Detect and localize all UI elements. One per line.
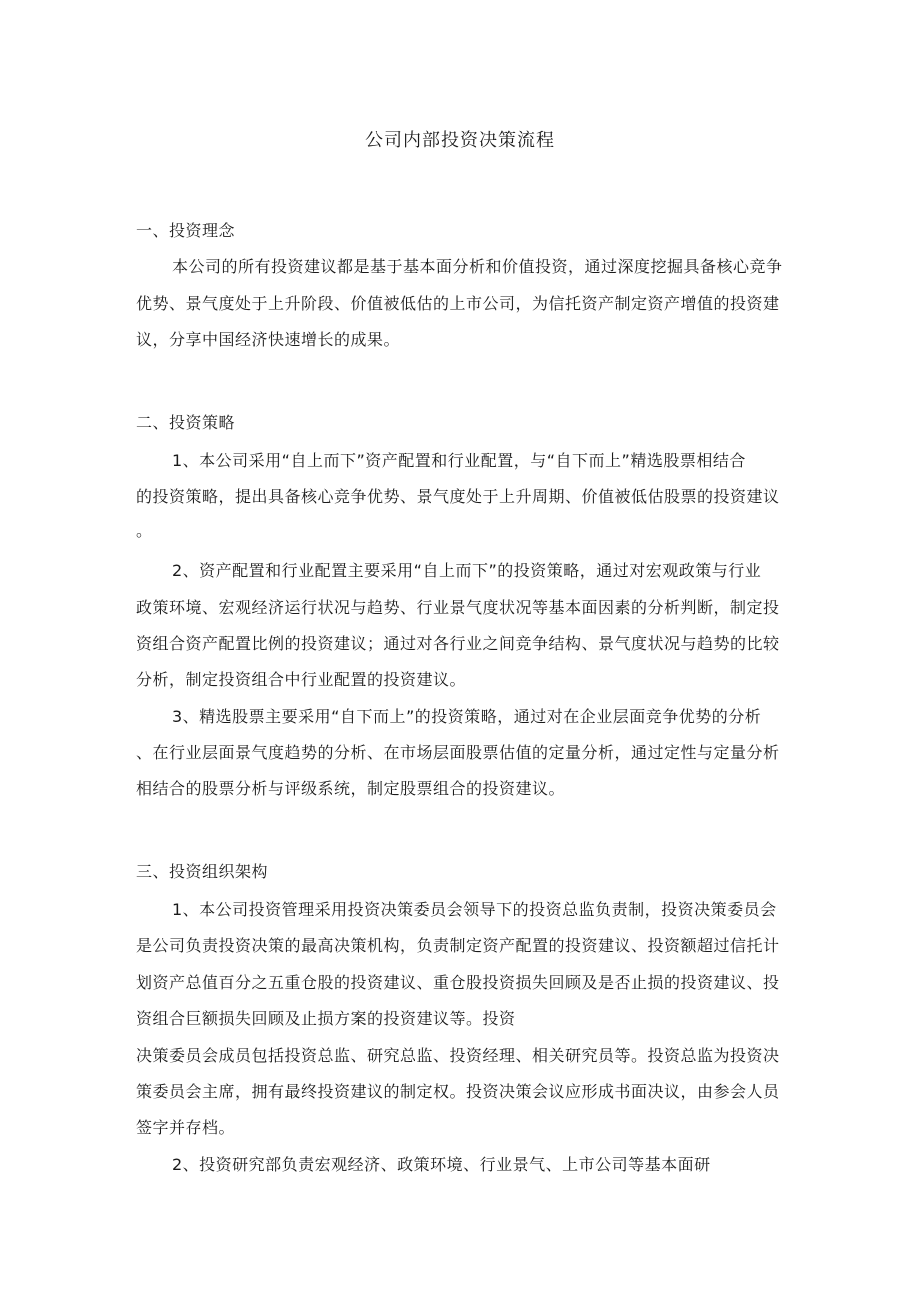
paragraph-line: 1、本公司投资管理采用投资决策委员会领导下的投资总监负责制，投资决策委员会 xyxy=(172,900,777,919)
paragraph-line: 本公司的所有投资建议都是基于基本面分析和价值投资，通过深度挖掘具备核心竞争 xyxy=(172,257,783,276)
paragraph-line: 议，分享中国经济快速增长的成果。 xyxy=(136,330,401,349)
paragraph-line: 相结合的股票分析与评级系统，制定股票组合的投资建议。 xyxy=(136,779,566,798)
paragraph-line: 策委员会主席，拥有最终投资建议的制定权。投资决策会议应形成书面决议，由参会人员 xyxy=(136,1082,780,1101)
document-title: 公司内部投资决策流程 xyxy=(365,130,555,151)
paragraph-line: 资组合巨额损失回顾及止损方案的投资建议等。投资 xyxy=(136,1009,516,1028)
paragraph-line: 划资产总值百分之五重仓股的投资建议、重仓股投资损失回顾及是否止损的投资建议、投 xyxy=(136,973,780,992)
paragraph-line: 1、本公司采用“自上而下”资产配置和行业配置，与“自下而上”精选股票相结合 xyxy=(172,451,746,470)
section-heading-investment-strategy: 二、投资策略 xyxy=(136,413,236,432)
paragraph-line: 2、资产配置和行业配置主要采用“自上而下”的投资策略，通过对宏观政策与行业 xyxy=(172,561,762,580)
paragraph-line: 的投资策略，提出具备核心竞争优势、景气度处于上升周期、价值被低估股票的投资建议 xyxy=(136,487,780,506)
paragraph-line: 。 xyxy=(136,521,153,540)
paragraph-line: 决策委员会成员包括投资总监、研究总监、投资经理、相关研究员等。投资总监为投资决 xyxy=(136,1046,780,1065)
paragraph-line: 分析，制定投资组合中行业配置的投资建议。 xyxy=(136,670,467,689)
paragraph-line: 3、精选股票主要采用“自下而上”的投资策略，通过对在企业层面竞争优势的分析 xyxy=(172,707,762,726)
paragraph-line: 2、投资研究部负责宏观经济、政策环境、行业景气、上市公司等基本面研 xyxy=(172,1155,711,1174)
paragraph-line: 是公司负责投资决策的最高决策机构，负责制定资产配置的投资建议、投资额超过信托计 xyxy=(136,936,780,955)
section-heading-investment-organization: 三、投资组织架构 xyxy=(136,862,269,881)
paragraph-line: 、在行业层面景气度趋势的分析、在市场层面股票估值的定量分析，通过定性与定量分析 xyxy=(136,743,780,762)
paragraph-line: 政策环境、宏观经济运行状况与趋势、行业景气度状况等基本面因素的分析判断，制定投 xyxy=(136,598,780,617)
section-heading-investment-philosophy: 一、投资理念 xyxy=(136,221,236,240)
paragraph-line: 资组合资产配置比例的投资建议；通过对各行业之间竞争结构、景气度状况与趋势的比较 xyxy=(136,634,780,653)
paragraph-line: 签字并存档。 xyxy=(136,1118,236,1137)
paragraph-line: 优势、景气度处于上升阶段、价值被低估的上市公司，为信托资产制定资产增值的投资建 xyxy=(136,294,780,313)
